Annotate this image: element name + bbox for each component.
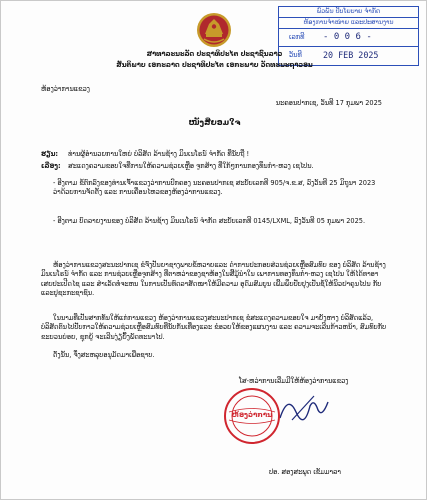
national-header-line2: ສັນຕິພາບ ເອກະລາດ ປະຊາທິປະໄຕ ເອກະພາບ ວັດທະນະຖາວອນ bbox=[116, 61, 313, 69]
body-paragraph-2: ໃນນາມທີ່ເປັນສາກທັນໃຫ້ແກ່ການແຂວງ ຫ້ອງວ່າການແຂວງສະນະປາກເຊ ຂໍສະແດງຄວາມຂອບໃຈ ມາຍັງຫາງ ບໍລິສັດແລ້ວ, ບໍລິສັດຕົນໄປປັບກາວໃຫ້ຄວາມຊ່ວຍເຫຼືອສົມທົບທີ່ນັບກັນເທື່ອງແລະ ຂໍອວຍໃຫ້ຂອງແຜນງານ ແລະ ຄວາມຈະເລີນກ້າວຫນ້າ, ສົມທົບກັບຂະບວນຍ່ອຍ, ຊຸກຍູ້ ຈະເລີນງ່ຽຍຶ້ງພັດທະນາໄປ. bbox=[41, 314, 387, 341]
receipt-stamp-number-value: - 0 0 6 - bbox=[323, 31, 372, 42]
recipient-label: ຮຽນ: bbox=[41, 150, 59, 158]
closing-line: ດັ່ງນັ້ນ, ຈຶ່ງສະຫລຸບອນຸມັດມາເພື່ອຊາບ. bbox=[53, 351, 155, 359]
signatory-title: ໂສ-ຫວ່າການເລີ່ມມີໃຫ້ຫ້ອງວ່າການແຂວງ bbox=[239, 377, 349, 385]
receipt-stamp-office: ຫ້ອງການຈຳໜ່າຍ ແລະປະສານງານ bbox=[279, 18, 418, 29]
place-and-date: ນະຄອນປາກເຊ, ວັນທີ 17 ກຸມພາ 2025 bbox=[275, 99, 382, 107]
reference-1: - ອີງຕາມ ຂໍ້ຕົກລົງຂອງທ່ານເຈົ້າແຂວງວ່າການປົກຄອງ ນະຄອນປາກເຊ ສະບັບເລກທີ 905/ຈ.ຂ.ສ, ລົງວັນທີ 25 ມິຖຸນາ 2023 ວ່າດ້ວຍການຈັດຕັ້ງ ແລະ ການເຄື່ອນໄຫວຂອງຫ້ອງວ່າການແຂວງ. bbox=[53, 179, 376, 197]
body-paragraph-1: ຫ້ອງວ່າການແຂວງສະນະປາກເຊ ຂໍຈົ່ງປັນຍາຊາງພາບຂໍ້ຫວາຍແລະ ດຳການປະກອບສ່ວນຊ່ວຍເຫຼືອສົມທົບ ຂອງ ບໍລິສັດ ລ້ານຊ້າງ ມິນເນໂຣນ໌ ຈຳກັດ ແລະ ການຊ່ວຍເຫຼືອຈູກສ້າງ ທີ່ຕາຫວ່າຂອງຊາຫ້ອງໃນສີ້ມູ້ນຳໃນ ເພາການທອງທຶນກຳ-ຫວງ ເຊໄປນ ໃຫ້ໄດ້ທາອາເສຍປະເປີດໄຊ ແລະ ສຳເລັດທໍ່ຈະຫນ ໃນການເປັນທົດລາສັດໜາໃຫ້ມີຄວາມ ອຸດົມສົມບູນ ເພີ້ມພຶບປັບປຸງເປັນຊໍ້ໃຫ້ນິວຢາຄູນໄປນ ກັບ ແລະປູຊະກະຊາຊົນ. bbox=[41, 261, 386, 298]
subject-text: ສະແດງຄວາມຂອບໃຈທີ່ການໃຫ້ຄວາມຊ່ວຍເຫຼືອ ຈູກສ້າງ ທີ່ໃກ້ໆການກອງທຶນກຳ-ຫວງ ເຊໄປນ. bbox=[68, 162, 314, 170]
receipt-stamp-date-value: 20 FEB 2025 bbox=[323, 50, 379, 61]
receipt-stamp-number-label: ເລກທີ bbox=[289, 32, 305, 41]
national-header-line1: ສາທາລະນະລັດ ປະຊາທິປະໄຕ ປະຊາຊົນລາວ bbox=[146, 50, 283, 58]
recipient-text: ທ່ານຜູ້ອຳນວຍການໃຫຍ່ ບໍລິສັດ ລ້ານຊ້າງ ມິນເນໂຣນ໌ ຈຳກັດ ທີ່ນັບຖື ! bbox=[68, 150, 250, 158]
receipt-stamp-company: ພົວພັນ ປັບໂຍບາຍ ຈຳກັດ bbox=[279, 7, 418, 18]
issuing-office: ຫ້ອງວ່າການແຂວງ bbox=[41, 85, 90, 93]
document-title: ໜັງສືຍອມໃຈ bbox=[188, 118, 241, 127]
receipt-stamp-date-label: ວັນທີ bbox=[289, 51, 302, 60]
subject-line bbox=[41, 153, 391, 172]
lao-national-emblem-icon bbox=[196, 12, 232, 48]
official-seal bbox=[223, 387, 281, 445]
official-seal-text: ຫ້ອງວ່າການ bbox=[231, 411, 273, 419]
reference-2: - ອີງຕາມ ບົດລາຍງານຂອງ ບໍລິສັດ ລ້ານຊ້າງ ມິນເນໂຣນ໌ ຈຳກັດ ສະບັບເລກທີ 0145/LXML, ລົງວັນທີ 05 ກຸມພາ 2025. bbox=[53, 217, 366, 225]
subject-label: ເລື່ອງ: bbox=[41, 162, 61, 170]
handwritten-signature bbox=[274, 388, 334, 428]
signatory-name: ປອ. ສອງສະພຸດ ເຂັມມາລາ bbox=[269, 468, 341, 476]
receipt-stamp-number-row bbox=[279, 29, 418, 47]
